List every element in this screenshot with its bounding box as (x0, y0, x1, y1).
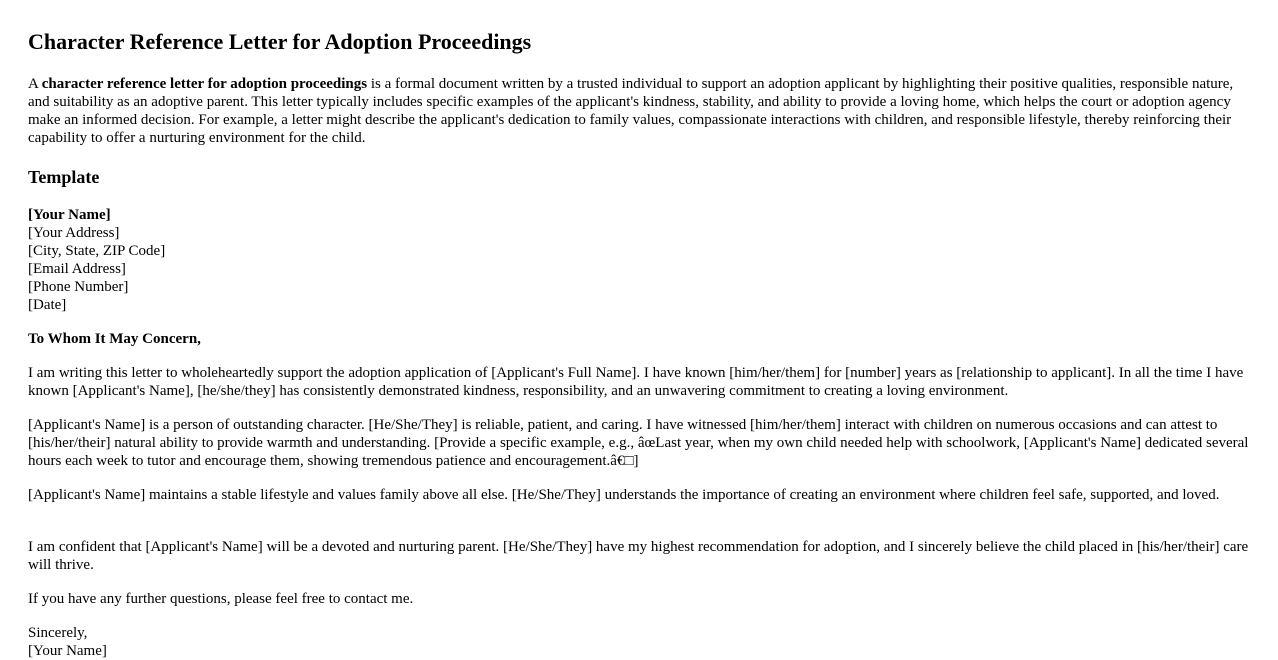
signature-name: [Your Name] (28, 643, 107, 659)
intro-bold-term: character reference letter for adoption proceedings (41, 76, 368, 92)
letter-paragraph: [Applicant's Name] is a person of outstanding character. [He/She/They] is reliable, patient, and caring. I have witnessed [him/her/them] interact with children on numerous occasions and can attest to [his/her/their] natural ability to provide warmth and understanding. [Provide a specific example, e.g., âœLast year, when my own child needed help with schoolwork, [Applicant's Name] dedicated several hours each week to tutor and encourage them, showing tremendous patience and encouragement.â€□] (28, 417, 1249, 469)
sender-address-block (28, 206, 165, 314)
sender-address: [Your Address] (28, 225, 120, 241)
sender-date: [Date] (28, 297, 67, 313)
sender-city: [City, State, ZIP Code] (28, 243, 166, 259)
sender-name: [Your Name] (28, 207, 111, 223)
intro-rest: is a formal document written by a trusted individual to support an adoption applicant by highlighting their positive qualities, responsible nature, and suitability as an adoptive parent. This letter typically includes specific examples of the applicant's kindness, stability, and ability to provide a loving home, which helps the court or adoption agency make an informed decision. For example, a letter might describe the applicant's dedication to family values, compassionate interactions with children, and responsible lifestyle, thereby reinforcing their capability to offer a nurturing environment for the child. (28, 76, 1234, 146)
letter-paragraph: If you have any further questions, please feel free to contact me. (28, 591, 414, 607)
sender-phone: [Phone Number] (28, 279, 129, 295)
intro-paragraph (28, 75, 1254, 147)
closing-block (28, 624, 107, 660)
sender-email: [Email Address] (28, 261, 126, 277)
letter-paragraph: I am writing this letter to wholeheartedly support the adoption application of [Applicant's Full Name]. I have known [him/her/them] for [number] years as [relationship to applicant]. In all the time I have known [Applicant's Name], [he/she/they] has consistently demonstrated kindness, responsibility, and an unwavering commitment to creating a loving environment. (28, 365, 1244, 399)
intro-prefix: A (28, 76, 42, 92)
letter-paragraph: I am confident that [Applicant's Name] will be a devoted and nurturing parent. [He/She/They] have my highest recommendation for adoption, and I sincerely believe the child placed in [his/her/their] care will thrive. (28, 539, 1249, 573)
template-heading: Template (28, 167, 100, 187)
closing: Sincerely, (28, 625, 88, 641)
page-title: Character Reference Letter for Adoption Proceedings (28, 29, 532, 54)
letter-paragraph: [Applicant's Name] maintains a stable lifestyle and values family above all else. [He/She/They] understands the importance of creating an environment where children feel safe, supported, and loved. (28, 487, 1220, 503)
salutation: To Whom It May Concern, (28, 331, 201, 347)
